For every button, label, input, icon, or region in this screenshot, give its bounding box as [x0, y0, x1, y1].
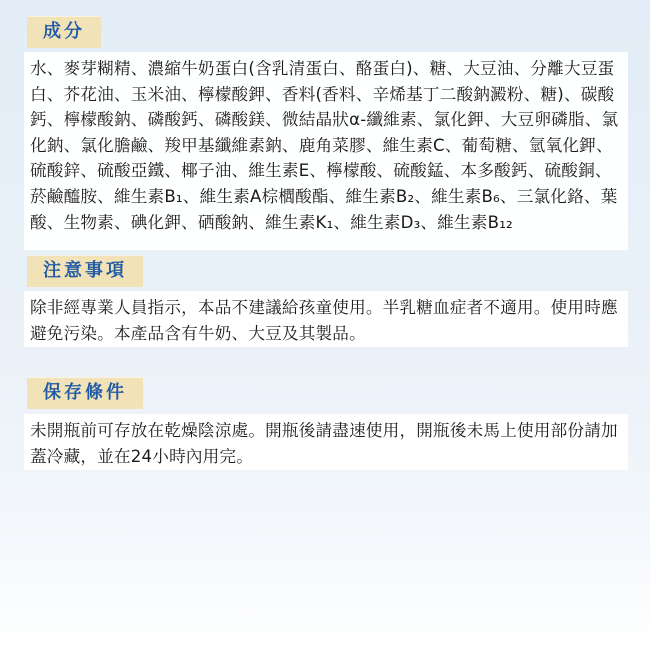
notice-heading: 注意事項 — [27, 255, 143, 287]
storage-text: 未開瓶前可存放在乾燥陰涼處。開瓶後請盡速使用，開瓶後未馬上使用部份請加蓋冷藏，並在24小時內用完。 — [24, 414, 628, 470]
ingredients-heading: 成分 — [27, 16, 101, 48]
storage-heading: 保存條件 — [27, 377, 143, 409]
ingredients-text: 水、麥芽糊精、濃縮牛奶蛋白(含乳清蛋白、酪蛋白)、糖、大豆油、分離大豆蛋白、芥花油、玉米油、檸檬酸鉀、香料(香料、辛烯基丁二酸鈉澱粉、糖)、碳酸鈣、檸檬酸鈉、磷酸鈣、磷酸鎂、微結晶狀α-纖維素、氯化鉀、大豆卵磷脂、氯化鈉、氯化膽鹼、羧甲基纖維素鈉、鹿角菜膠、維生素C、葡萄糖、氫氧化鉀、硫酸鋅、硫酸亞鐵、椰子油、維生素E、檸檬酸、硫酸錳、本多酸鈣、硫酸銅、菸鹼醯胺、維生素B₁、維生素A棕櫚酸酯、維生素B₂、維生素B₆、三氯化鉻、葉酸、生物素、碘化鉀、硒酸鈉、維生素K₁、維生素D₃、維生素B₁₂ — [24, 52, 628, 250]
notice-text: 除非經專業人員指示，本品不建議給孩童使用。半乳糖血症者不適用。使用時應避免污染。本產品含有牛奶、大豆及其製品。 — [24, 291, 628, 347]
